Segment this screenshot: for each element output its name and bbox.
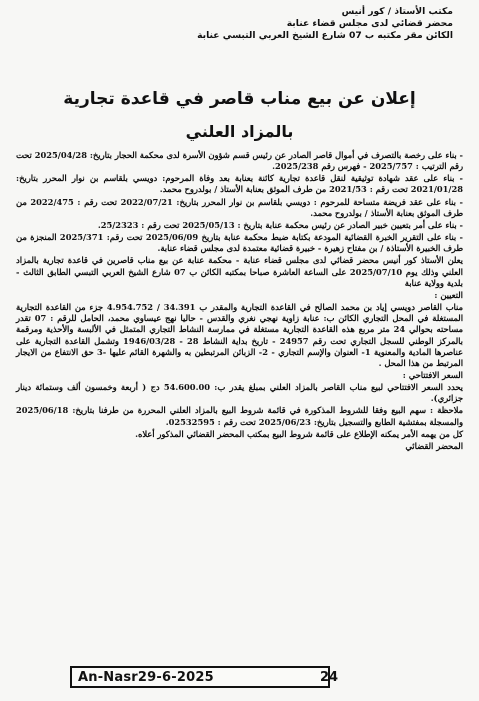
paragraph-note: ملاحظة : سهم البيع وفقا للشروط المذكورة في قائمة شروط البيع بالمزاد العلني المحررة من طرفنا بتاريخ: 2025/06/18 والمسجلة بمفتشية الطابع والتسجيل بتاريخ: 2025/06/23 تحت رقم : 02532595. xyxy=(16,405,463,427)
announcement-subtitle: بالمزاد العلني xyxy=(185,122,294,141)
announcement-title: إعلان عن بيع مناب قاصر في قاعدة تجارية xyxy=(63,89,416,109)
announcement-body xyxy=(16,150,463,453)
page-number: 24 xyxy=(320,670,339,685)
bailiff-office-header xyxy=(16,6,453,43)
section-opening-price-label: السعر الافتتاحي : xyxy=(402,369,463,380)
section-designation-label: التعيين : xyxy=(434,289,463,300)
paragraph-expert-order: - بناء على أمر بتعيين خبير الصادر عن رئيس محكمة عنابة بتاريخ : 2025/05/13 تحت رقم : 25/2323. xyxy=(97,219,463,230)
office-address: الكائن مقر مكتبه ب 07 شارع الشيخ العربي التبسي عنابة xyxy=(197,30,453,42)
office-name: مكتب الأستاذ / كور أنيس xyxy=(341,6,453,17)
footer-box xyxy=(70,666,339,688)
paragraph-inheritance-deed: - بناء على عقد فريضة متساحة للمرحوم : دويسي بلقاسم بن نوار المحرر بتاريخ: 2022/07/21 تحت رقم : 2022/475 من طرف الموثق بعنابة الأستاذ / بولدروح محمد. xyxy=(16,196,463,218)
paragraph-designation: مناب القاصر دويسي إياد بن محمد الصالح في القاعدة التجارية والمقدر ب 34.391 / 4.954.752 جزء من القاعدة التجارية المستغلة في المحل التجاري الكائن ب: عنابة زاوية نهجي نغري والقدس - حاليا نهج عيساوي محمد، الحامل للرقم : 07 تقدر مساحته بحوالي 24 متر مربع هذه القاعدة التجارية مستغلة في ممارسة النشاط التجاري المتمثل في الألبسة والأحذية ومرقمة بالمركز الوطني للسجل التجاري تحت رقم 24957 - تاريخ بداية النشاط 28 - 1946/03/28 وتشمل القاعدة التجارية على عناصرها المادية والمعنوية 1- العنوان والإسم التجاري - 2- الزبائن المرتبطين به والشهرة القائم عليها -3 حق الانتفاع من الايجار المرتبط من هذا المحل . xyxy=(16,302,464,368)
paragraph-opening-price: يحدد السعر الافتتاحي لبيع مناب القاصر بالمزاد العلني بمبلغ يقدر ب: 54.600.00 دج ( أربعة وخمسون ألف وستمائة دينار جزائري). xyxy=(16,382,463,404)
paragraph-consultation: كل من يهمه الأمر يمكنه الإطلاع على قائمة شروط البيع بمكتب المحضر القضائي المذكور أعلاه. xyxy=(135,428,463,439)
paragraph-notarial-certificate: - بناء على عقد شهادة توثيقية لنقل قاعدة تجارية كائنة بعنابة بعد وفاة المرحوم: دويسي بلقاسم بن نوار المحرر بتاريخ: 2021/01/28 تحت رقم : 2021/53 من طرف الموثق بعنابة الأستاذ / بولدروح محمد. xyxy=(16,173,463,195)
publication-date: An-Nasr29-6-2025 xyxy=(78,670,214,685)
footer xyxy=(0,662,479,698)
paragraph-expert-report: - بناء على التقرير الخبرة القضائية المودعة بكتابة ضبط محكمة عنابة بتاريخ 2025/06/09 تحت رقم: 2025/371 المنجزة من طرف الخبيرة الأستاذة / بن مفتاح زهيرة - خبيرة قضائية معتمدة لدى مجلس قضاء عنابة. xyxy=(16,232,463,254)
paragraph-license: - بناء على رخصة بالتصرف في أموال قاصر الصادر عن رئيس قسم شؤون الأسرة لدى محكمة الحجار بتاريخ: 2025/04/28 تحت رقم الترتيب : 2025/757 - فهرس رقم 2025/238. xyxy=(16,150,464,172)
office-court: محضر قضائي لدى مجلس قضاء عنابة xyxy=(286,18,453,30)
paragraph-auction-notice: يعلن الأستاذ كور أنيس محضر قضائي لدى مجلس قضاء عنابة - محكمة عنابة عن بيع مناب قاصرين في قاعدة تجارية بالمزاد العلني وذلك يوم 2025/07/10 على الساعة العاشرة صباحا بمكتبه الكائن ب 07 شارع الشيخ العربي التبسي الطابق الثالث - بلدية وولاية عنابة xyxy=(16,255,463,288)
signature-bailiff: المحضر القضائي xyxy=(405,440,463,451)
